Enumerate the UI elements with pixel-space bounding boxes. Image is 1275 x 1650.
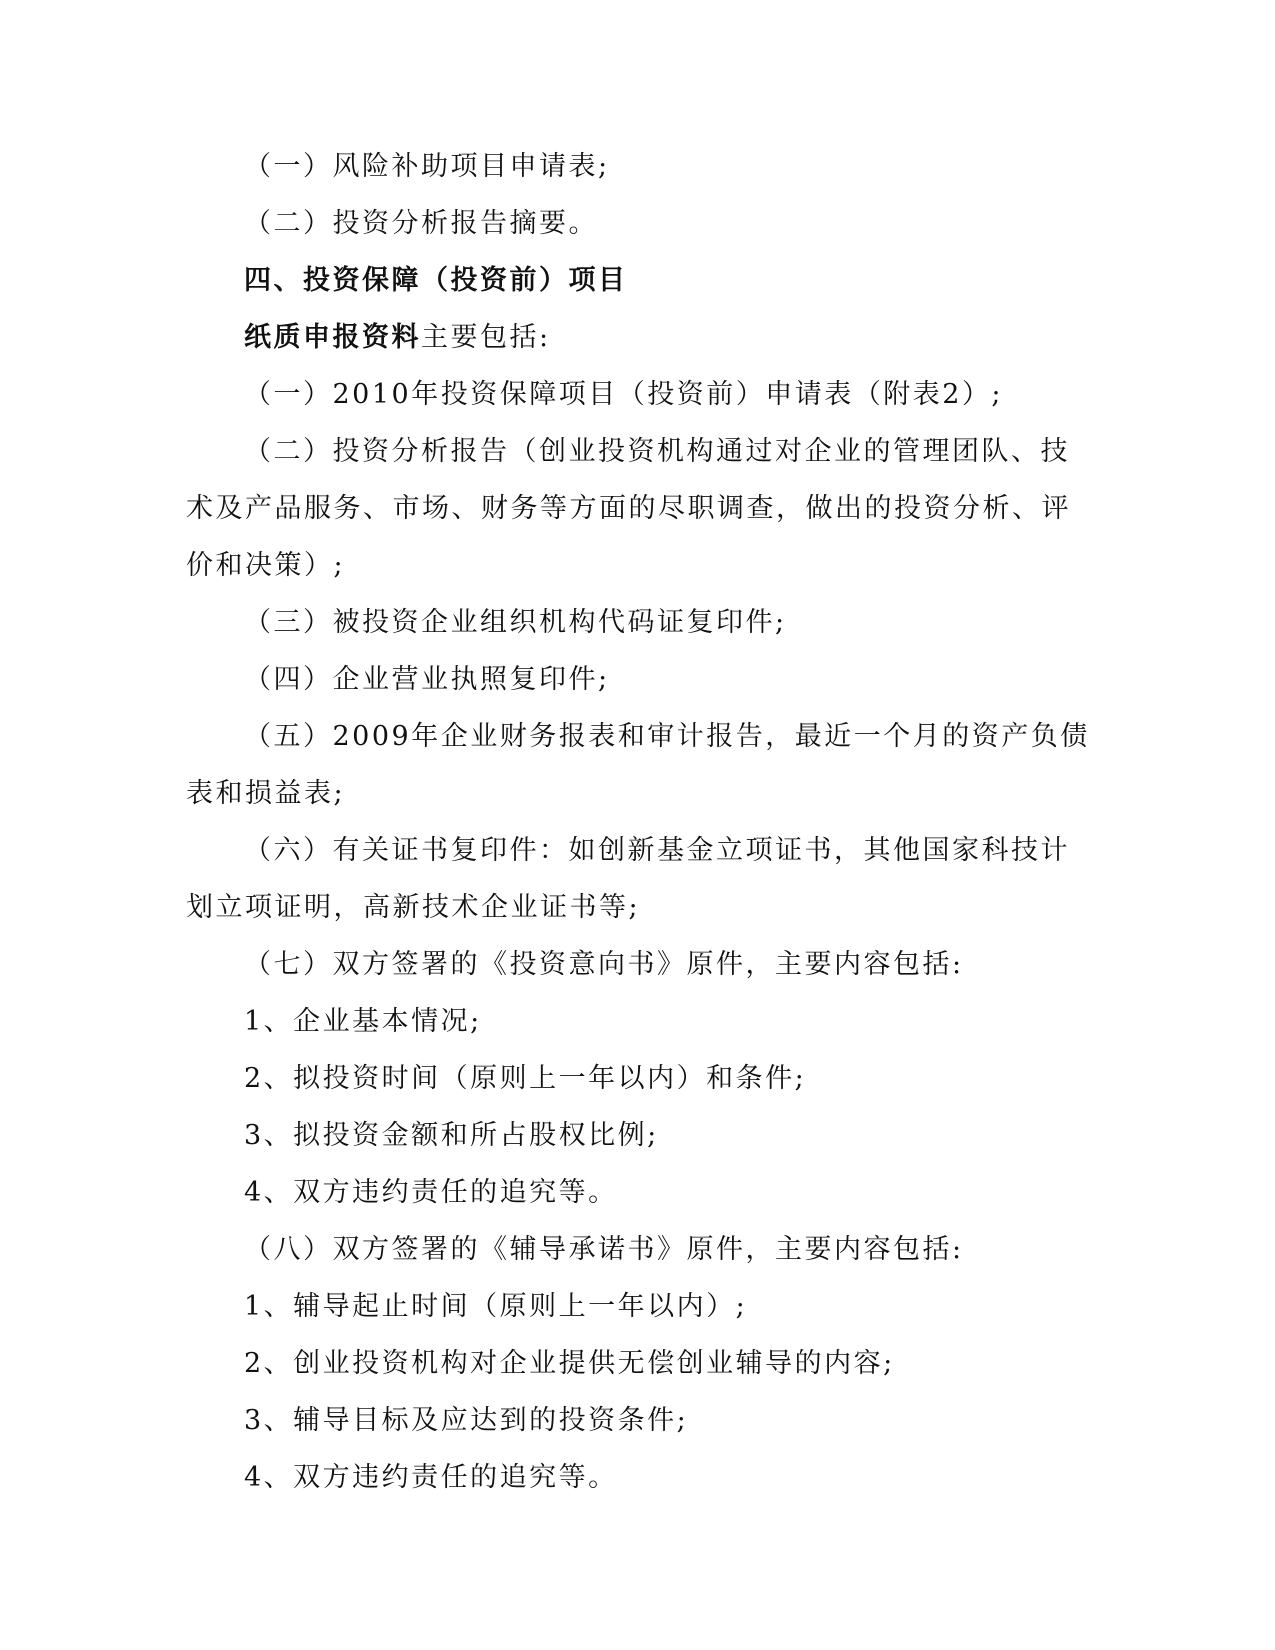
sub-list-item: 4、双方违约责任的追究等。: [244, 1177, 618, 1208]
materials-rest: 主要包括:: [421, 322, 551, 353]
list-item: （一）风险补助项目申请表;: [244, 151, 610, 182]
sub-list-item: 3、拟投资金额和所占股权比例;: [244, 1120, 659, 1151]
section-heading: 四、投资保障（投资前）项目: [244, 265, 628, 296]
list-item-continuation: 表和损益表;: [186, 778, 346, 809]
sub-list-item: 1、企业基本情况;: [244, 1006, 482, 1037]
materials-intro: [186, 309, 1056, 366]
list-item: （二）投资分析报告（创业投资机构通过对企业的管理团队、技: [244, 436, 1070, 467]
sub-list-item: 2、创业投资机构对企业提供无偿创业辅导的内容;: [244, 1348, 895, 1379]
sub-list-item: 3、辅导目标及应达到的投资条件;: [244, 1405, 689, 1436]
materials-bold-label: 纸质申报资料: [244, 322, 421, 353]
list-item: （二）投资分析报告摘要。: [244, 208, 598, 239]
sub-list-item: 1、辅导起止时间（原则上一年以内）;: [244, 1291, 748, 1322]
list-item: （五）2009年企业财务报表和审计报告，最近一个月的资产负债: [244, 721, 1090, 752]
list-item: （三）被投资企业组织机构代码证复印件;: [244, 607, 787, 638]
list-item-continuation: 划立项证明，高新技术企业证书等;: [186, 892, 641, 923]
list-item: （一）2010年投资保障项目（投资前）申请表（附表2）;: [244, 379, 1003, 410]
list-item: （四）企业营业执照复印件;: [244, 664, 610, 695]
list-item-continuation: 价和决策）;: [186, 550, 346, 581]
list-item: （八）双方签署的《辅导承诺书》原件，主要内容包括:: [244, 1234, 964, 1265]
list-item: （七）双方签署的《投资意向书》原件，主要内容包括:: [244, 949, 964, 980]
list-item: （六）有关证书复印件：如创新基金立项证书，其他国家科技计: [244, 835, 1070, 866]
sub-list-item: 4、双方违约责任的追究等。: [244, 1462, 618, 1493]
document-body: [186, 138, 1090, 1506]
list-item-continuation: 术及产品服务、市场、财务等方面的尽职调查，做出的投资分析、评: [186, 493, 1071, 524]
sub-list-item: 2、拟投资时间（原则上一年以内）和条件;: [244, 1063, 807, 1094]
